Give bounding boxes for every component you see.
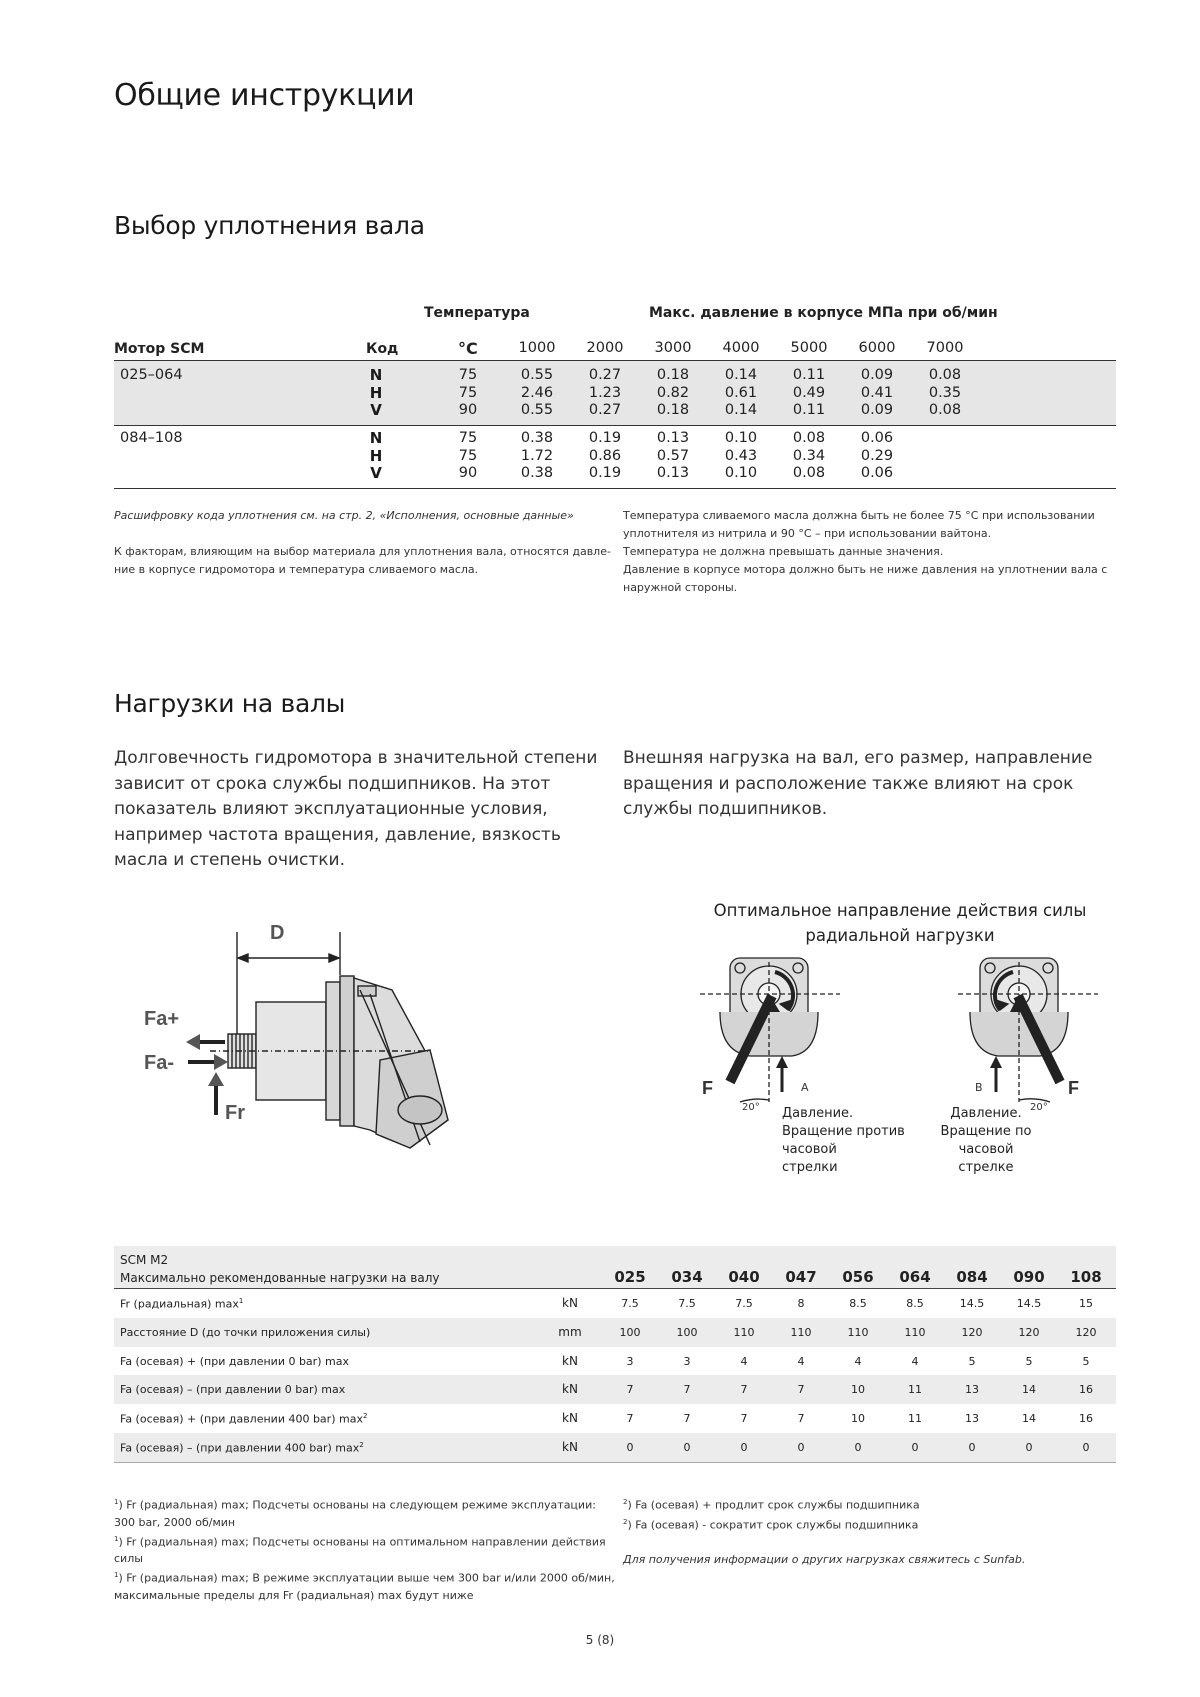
load-value-cell: 7: [683, 1412, 691, 1426]
footnote-mark: 1: [114, 1571, 119, 1580]
load-value-cell: 7.5: [735, 1297, 753, 1310]
load-value-cell: 120: [961, 1325, 983, 1339]
footnote-text: ) Fa (осевая) - сократит срок службы подшипника: [627, 1518, 919, 1532]
left-a-label: A: [801, 1081, 809, 1094]
seal-code-cell: V: [370, 401, 382, 419]
footnote-mark: 1: [114, 1534, 119, 1543]
seal-pressure-cell: 0.08: [792, 430, 826, 446]
seal-pressure-cell: 0.49: [792, 384, 826, 401]
right-f-label: F: [1068, 1078, 1079, 1098]
load-table-title-2: Максимально рекомендованные нагрузки на валу: [120, 1271, 440, 1285]
load-value-cell: 0: [968, 1441, 976, 1454]
seal-pressure-cell: 0.27: [588, 367, 622, 383]
seal-pressure-cell: 0.06: [860, 430, 894, 446]
load-value-cell: 11: [908, 1383, 922, 1397]
load-row-label-text: Fa (осевая) + (при давлении 0 bar) max: [120, 1354, 349, 1368]
load-value-cell: 7: [740, 1412, 748, 1426]
footnote-text: ) Fr (радиальная) max; Подсчеты основаны на оптимальном направлении действия: [118, 1535, 606, 1549]
load-row-label-text: Fa (осевая) + (при давлении 400 bar) max: [120, 1412, 363, 1426]
load-row-label: [120, 1412, 367, 1426]
seal-temp-cell: 90: [458, 465, 478, 481]
seal-pressure-cell: 0.09: [860, 402, 894, 418]
seal-pressure-cell: 0.55: [520, 367, 554, 383]
seal-pressure-cell: 0.13: [656, 465, 690, 481]
footnote-text: ) Fa (осевая) + продлит срок службы подшипника: [627, 1498, 920, 1512]
load-value-cell: 0: [683, 1441, 691, 1454]
seal-pressure-cell: 0.35: [928, 384, 962, 401]
left-angle-label: 20°: [742, 1102, 760, 1113]
load-value-cell: 110: [847, 1325, 869, 1339]
load-value-cell: 8.5: [906, 1297, 924, 1310]
footnote-mark: 1: [114, 1498, 119, 1506]
seal-pressure-cell: 0.61: [724, 384, 758, 401]
load-value-cell: 16: [1079, 1412, 1093, 1426]
load-column-header: 090: [1013, 1268, 1045, 1286]
rpm-column-header: 4000: [722, 340, 760, 356]
seal-temp-cell: 75: [458, 447, 478, 464]
left-f-label: F: [702, 1078, 713, 1098]
load-value-cell: 0: [626, 1441, 634, 1454]
footnote-line: [114, 1550, 615, 1567]
temp-header: Температура: [424, 305, 530, 321]
right-caption: [920, 1105, 1052, 1177]
seal-pressure-cell: 0.18: [656, 367, 690, 383]
load-value-cell: 100: [676, 1325, 698, 1339]
seal-note-right-3: Температура не должна превышать данные значения.: [623, 545, 944, 558]
seal-pressure-cell: 0.08: [928, 402, 962, 418]
load-value-cell: 5: [1082, 1354, 1090, 1368]
loads-para-left: Долговечность гидромотора в значительной степени зависит от срока службы подшипников. На этот показатель влияют эксплуатационные условия, например частота вращения, давление, вязкость масла и степень очистки.: [114, 748, 598, 870]
load-row-unit: kN: [562, 1353, 578, 1368]
load-value-cell: 4: [911, 1354, 919, 1368]
load-column-header: 025: [614, 1268, 646, 1286]
load-row-footnote-mark: 2: [362, 1412, 368, 1421]
footnote-text: ) Fr (радиальная) max; Подсчеты основаны на следующем режиме эксплуатации:: [118, 1498, 596, 1512]
load-value-cell: 4: [797, 1354, 805, 1368]
seal-pressure-cell: 0.57: [656, 447, 690, 464]
seal-code-cell: N: [369, 429, 383, 447]
seal-pressure-cell: 0.08: [928, 367, 962, 383]
load-value-cell: 8: [797, 1297, 805, 1310]
right-caption-4: стрелке: [958, 1160, 1014, 1175]
load-row-unit: kN: [562, 1440, 578, 1454]
seal-pressure-cell: 0.29: [860, 447, 894, 464]
load-row-footnote-mark: 2: [359, 1441, 364, 1449]
seal-temp-cell: 75: [458, 430, 478, 446]
load-value-cell: 4: [740, 1354, 748, 1368]
left-caption-2: Вращение против: [782, 1124, 905, 1139]
load-value-cell: 7.5: [621, 1297, 639, 1310]
loads-section-heading: Нагрузки на валы: [114, 689, 346, 718]
footnote-line: [114, 1494, 615, 1514]
seal-pressure-cell: 0.11: [792, 367, 826, 383]
seal-note-right-2: уплотнителя из нитрила и 90 °C – при использовании вайтона.: [623, 527, 992, 540]
label-fa-minus: Fa-: [144, 1052, 174, 1074]
seal-pressure-cell: 0.11: [792, 402, 826, 418]
load-row-label: [120, 1383, 345, 1396]
load-column-header: 108: [1070, 1268, 1102, 1286]
label-fr: Fr: [225, 1102, 245, 1124]
load-value-cell: 0: [911, 1441, 919, 1454]
footnotes-right: [623, 1494, 920, 1533]
load-column-header: 047: [785, 1268, 817, 1286]
load-value-cell: 13: [965, 1383, 979, 1397]
footnote-line: [623, 1514, 920, 1534]
right-caption-1: Давление.: [950, 1106, 1022, 1121]
seal-pressure-cell: 1.72: [520, 447, 554, 464]
seal-note-left-1: К факторам, влияющим на выбор материала для уплотнения вала, относятся давле-: [114, 545, 611, 558]
seal-note-left-2: ние в корпусе гидромотора и температура сливаемого масла.: [114, 563, 479, 576]
seal-pressure-cell: 0.43: [724, 447, 758, 464]
rpm-column-header: 7000: [926, 340, 964, 356]
footnote-line: [114, 1587, 615, 1604]
footnote-mark: 2: [623, 1517, 628, 1526]
ccw-flange-diagram: [700, 952, 840, 1122]
col-code: Код: [366, 341, 399, 357]
optimal-title-line-2: радиальной нагрузки: [805, 926, 995, 945]
seal-pressure-cell: 0.10: [724, 465, 758, 481]
load-row-label: [120, 1355, 349, 1368]
optimal-direction-title: [700, 898, 1100, 948]
load-value-cell: 11: [908, 1412, 922, 1426]
load-value-cell: 7: [683, 1383, 691, 1397]
load-value-cell: 15: [1079, 1297, 1093, 1310]
seal-pressure-cell: 0.19: [588, 465, 622, 481]
load-table-title-1: SCM M2: [120, 1253, 169, 1267]
seal-pressure-cell: 0.18: [656, 402, 690, 418]
seal-pressure-cell: 0.09: [860, 367, 894, 383]
rpm-column-header: 5000: [790, 340, 828, 356]
seal-pressure-cell: 0.14: [724, 402, 758, 418]
seal-pressure-cell: 1.23: [588, 384, 622, 401]
load-value-cell: 7: [626, 1383, 634, 1397]
load-value-cell: 14: [1022, 1412, 1036, 1426]
load-value-cell: 110: [904, 1325, 926, 1339]
load-value-cell: 5: [968, 1354, 976, 1368]
seal-pressure-cell: 0.55: [520, 402, 554, 418]
load-row-label: [120, 1326, 370, 1339]
rpm-column-header: 2000: [586, 340, 624, 356]
load-column-header: 056: [842, 1268, 874, 1286]
load-row-unit: kN: [562, 1411, 578, 1426]
load-column-header: 040: [728, 1268, 760, 1286]
load-value-cell: 110: [790, 1325, 812, 1339]
seal-pressure-cell: 0.13: [656, 430, 690, 446]
load-value-cell: 0: [854, 1441, 862, 1454]
seal-pressure-cell: 0.10: [724, 430, 758, 446]
load-value-cell: 14.5: [959, 1297, 985, 1310]
load-value-cell: 13: [965, 1412, 979, 1426]
col-motor: Мотор SCM: [114, 341, 205, 357]
left-caption-4: стрелки: [782, 1160, 838, 1175]
right-caption-2: Вращение по: [940, 1124, 1032, 1139]
seal-note-right-4: Давление в корпусе мотора должно быть не ниже давления на уплотнении вала с: [623, 563, 1108, 576]
load-value-cell: 10: [851, 1412, 865, 1426]
seal-pressure-cell: 0.19: [588, 430, 622, 446]
right-caption-3: часовой: [958, 1142, 1014, 1157]
footnote-text: максимальные пределы для Fr (радиальная) max будут ниже: [114, 1588, 474, 1602]
contact-note: Для получения информации о других нагрузках свяжитесь с Sunfab.: [623, 1553, 1026, 1566]
load-row-label: [120, 1441, 364, 1455]
footnote-text: ) Fr (радиальная) max; В режиме эксплуатации выше чем 300 bar и/или 2000 об/мин,: [118, 1571, 615, 1585]
left-caption: [782, 1105, 905, 1177]
right-angle-label: 20°: [1030, 1102, 1048, 1113]
seal-code-cell: H: [369, 383, 383, 402]
left-caption-1: Давление.: [782, 1106, 854, 1121]
optimal-title-line-1: Оптимальное направление действия силы: [713, 901, 1087, 920]
load-column-header: 034: [671, 1268, 703, 1286]
load-row-label-text: Fa (осевая) – (при давлении 0 bar) max: [120, 1383, 346, 1397]
seal-group-divider: [114, 425, 1116, 426]
footnote-line: [114, 1567, 615, 1587]
seal-note-right-1: Температура сливаемого масла должна быть не более 75 °C при использовании: [623, 509, 1095, 522]
load-value-cell: 0: [797, 1441, 805, 1454]
load-value-cell: 4: [854, 1354, 862, 1368]
pressure-header: Макс. давление в корпусе МПа при об/мин: [649, 305, 998, 321]
load-row-label-text: Fa (осевая) – (при давлении 400 bar) max: [120, 1441, 360, 1455]
rpm-column-header: 6000: [858, 340, 896, 356]
load-value-cell: 100: [619, 1325, 641, 1339]
seal-pressure-cell: 2.46: [520, 384, 554, 401]
seal-pressure-cell: 0.14: [724, 367, 758, 383]
load-row-unit: mm: [558, 1324, 582, 1339]
load-column-header: 064: [899, 1268, 931, 1286]
load-column-header: 084: [956, 1268, 988, 1286]
seal-pressure-cell: 0.34: [792, 447, 826, 464]
load-value-cell: 16: [1079, 1383, 1093, 1397]
load-value-cell: 0: [1082, 1441, 1090, 1454]
load-value-cell: 7: [740, 1383, 748, 1397]
load-value-cell: 7: [797, 1412, 805, 1426]
load-value-cell: 3: [626, 1354, 634, 1368]
seal-table-bottom-rule: [114, 488, 1116, 489]
load-row-unit: kN: [562, 1382, 578, 1397]
load-value-cell: 7: [797, 1383, 805, 1397]
seal-pressure-cell: 0.82: [656, 384, 690, 401]
footnote-text: 300 bar, 2000 об/мин: [114, 1515, 236, 1529]
footnote-line: [114, 1531, 615, 1551]
load-value-cell: 7: [626, 1412, 634, 1426]
seal-temp-cell: 90: [458, 402, 478, 418]
load-table-bottom-rule: [114, 1462, 1116, 1463]
seal-pressure-cell: 0.08: [792, 465, 826, 481]
footnotes-left: [114, 1494, 615, 1604]
seal-temp-cell: 75: [458, 384, 478, 401]
load-value-cell: 8.5: [849, 1297, 867, 1310]
seal-temp-cell: 75: [458, 367, 478, 383]
load-value-cell: 120: [1018, 1325, 1040, 1339]
load-row-label-text: Расстояние D (до точки приложения силы): [120, 1325, 371, 1339]
seal-pressure-cell: 0.06: [860, 465, 894, 481]
load-value-cell: 14: [1022, 1383, 1036, 1397]
seal-pressure-cell: 0.27: [588, 402, 622, 418]
load-value-cell: 0: [740, 1441, 748, 1454]
footnote-line: [623, 1494, 920, 1514]
load-value-cell: 5: [1025, 1354, 1033, 1368]
load-row-unit: kN: [562, 1296, 578, 1310]
load-value-cell: 7.5: [678, 1297, 696, 1310]
label-d: D: [270, 922, 285, 944]
motor-side-diagram: [130, 920, 470, 1155]
load-row-footnote-mark: 1: [238, 1297, 244, 1305]
footnote-line: [114, 1514, 615, 1531]
seal-note-right-5: наружной стороны.: [623, 581, 738, 594]
loads-para-right: Внешняя нагрузка на вал, его размер, направление вращения и расположение также влияют на срок службы подшипников.: [623, 748, 1093, 819]
seal-model-label: 084–108: [120, 430, 183, 446]
seal-section-heading: Выбор уплотнения вала: [114, 211, 425, 240]
seal-pressure-cell: 0.38: [520, 430, 554, 446]
page-title: Общие инструкции: [114, 78, 415, 113]
seal-code-cell: H: [369, 446, 383, 465]
col-deg: °C: [458, 339, 478, 358]
label-fa-plus: Fa+: [144, 1008, 180, 1030]
footnote-mark: 2: [623, 1498, 628, 1506]
right-b-label: B: [975, 1081, 983, 1094]
seal-code-cell: N: [369, 366, 383, 384]
footnote-text: силы: [114, 1552, 143, 1566]
rpm-column-header: 3000: [654, 340, 692, 356]
page-number: 5 (8): [585, 1633, 615, 1647]
load-row-label-text: Fr (радиальная) max: [120, 1297, 239, 1311]
seal-code-cell: V: [370, 464, 382, 482]
seal-note-italic: Расшифровку кода уплотнения см. на стр. 2, «Исполнения, основные данные»: [114, 509, 574, 522]
seal-pressure-cell: 0.41: [860, 384, 894, 401]
load-value-cell: 110: [733, 1325, 755, 1339]
load-row-label: [120, 1297, 243, 1311]
load-value-cell: 10: [851, 1383, 865, 1397]
left-caption-3: часовой: [782, 1142, 837, 1157]
seal-model-label: 025–064: [120, 367, 183, 383]
rpm-column-header: 1000: [518, 340, 556, 356]
load-value-cell: 120: [1075, 1325, 1097, 1339]
load-value-cell: 3: [683, 1354, 691, 1368]
load-value-cell: 14.5: [1016, 1297, 1042, 1310]
seal-pressure-cell: 0.86: [588, 447, 622, 464]
load-value-cell: 0: [1025, 1441, 1033, 1454]
load-table-rule: [114, 1288, 1116, 1289]
seal-pressure-cell: 0.38: [520, 465, 554, 481]
